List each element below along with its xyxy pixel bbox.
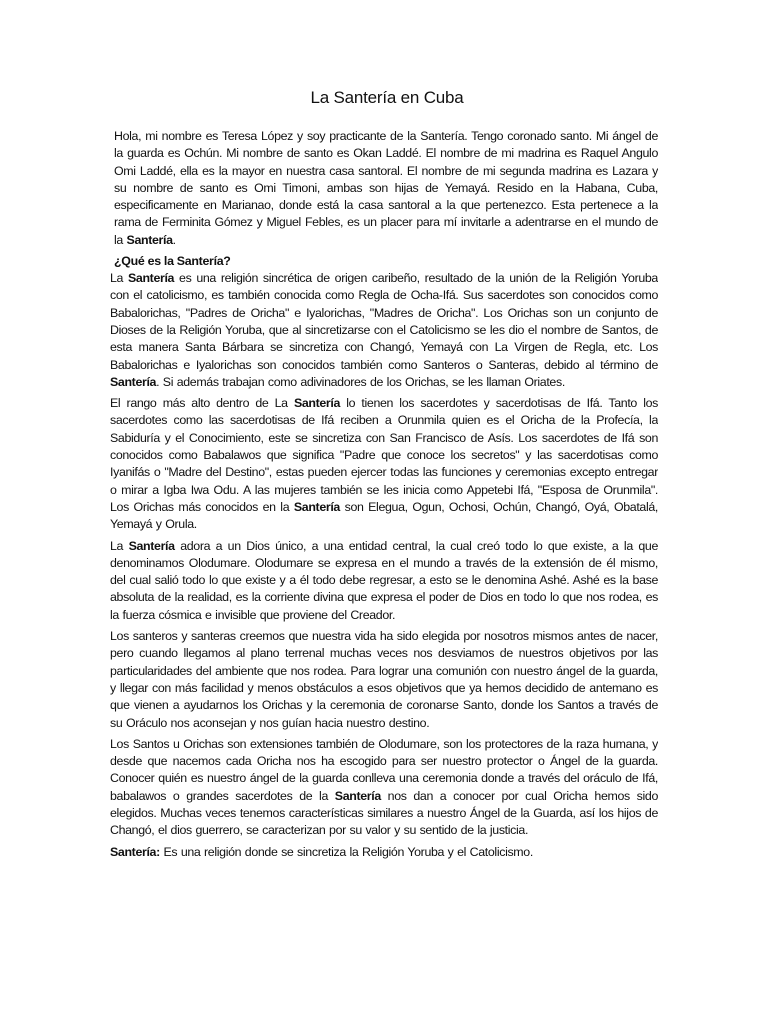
definition-text: Es una religión donde se sincretiza la Religión Yoruba y el Catolicismo. xyxy=(159,844,533,859)
paragraph-3 xyxy=(110,538,658,624)
document-page xyxy=(110,88,658,1008)
page-title: La Santería en Cuba xyxy=(310,88,464,107)
definition-line xyxy=(110,844,658,861)
paragraph-text: La xyxy=(110,538,129,553)
intro-text-end: . xyxy=(172,232,176,247)
paragraph-text: son Elegua, Ogun, Ochosi, Ochún, Changó, Oyá, Obatalá, Yemayá y Orula. xyxy=(110,499,658,532)
keyword-santeria: Santería xyxy=(126,232,173,247)
paragraph-text: La xyxy=(110,271,128,286)
paragraph-5 xyxy=(110,736,658,840)
paragraph-2 xyxy=(110,395,658,533)
intro-text: Hola, mi nombre es Teresa López y soy practicante de la Santería. Tengo coronado santo. Mi ángel de la guarda es Ochún. Mi nombre de santo es Okan Laddé. El nombre de mi madrina es Raquel Angulo Omi Laddé, ella es la mayor en nuestra casa santoral. El nombre de mi segunda madrina es Lazara y su nombre de santo es Omi Timoni, ambas son hijas de Yemayá. Resido en la Habana, Cuba, especificamente en Marianao, donde está la casa santoral a la que pertenezco. Esta pertenece a la rama de Ferminita Gómez y Miguel Febles, es un placer para mí invitarle a adentrarse en el mundo de la xyxy=(114,129,658,247)
keyword-santeria: Santería xyxy=(293,396,341,411)
paragraph-text: nos dan a conocer por cual Oricha hemos sido elegidos. Muchas veces tenemos características similares a nuestro Ángel de la Guarda, así los hijos de Changó, el dios guerrero, se caracterizan por su valor y su sentido de la justicia. xyxy=(110,788,658,838)
section-heading: ¿Qué es la Santería? xyxy=(114,254,231,269)
definition-term: Santería: xyxy=(110,844,160,859)
paragraph-text: lo tienen los sacerdotes y sacerdotisas de Ifá. Tanto los sacerdotes como las sacerdotisas de Ifá reciben a Orunmila quien es el Oricha de la Profecía, la Sabiduría y el Conocimiento, este se sincretiza con San Francisco de Asís. Los sacerdotes de Ifá son conocidos como Babalawos que significa "Padre que conoce los secretos" y las sacerdotisas como Iyanifás o "Madre del Destino", estas pueden ejercer todas las funciones y ceremonias excepto entregar o mirar a Igba Iwa Odu. A las mujeres también se les inicia como Appetebi Ifá, "Esposa de Orunmila". Los Orichas más conocidos en la xyxy=(110,396,658,514)
keyword-santeria: Santería xyxy=(293,499,340,514)
keyword-santeria: Santería xyxy=(110,374,157,389)
keyword-santeria: Santería xyxy=(334,788,381,803)
paragraph-text: adora a un Dios único, a una entidad central, la cual creó todo lo que existe, a la que denominamos Olodumare. Olodumare se expresa en el mundo a través de la extensión de él mismo, del cual salió todo lo que existe y a él todo debe regresar, a esto se le denomina Ashé. Ashé es la base absoluta de la realidad, es la corriente divina que expresa el poder de Dios en todo lo que nos rodea, es la fuerza cósmica e invisible que proviene del Creador. xyxy=(110,538,658,622)
paragraph-text: Los Santos u Orichas son extensiones también de Olodumare, son los protectores de la raza humana, y desde que nacemos cada Oricha nos ha escogido para ser nuestro protector o Ángel de la guarda. Conocer quién es nuestro ángel de la guarda conlleva una ceremonia donde a través del oráculo de Ifá, babalawos o grandes sacerdotes de la xyxy=(110,736,658,803)
keyword-santeria: Santería xyxy=(128,538,175,553)
paragraph-4: Los santeros y santeras creemos que nuestra vida ha sido elegida por nosotros mismos antes de nacer, pero cuando llegamos al plano terrenal muchas veces nos desviamos de nuestros objetivos por las particularidades del ambiente que nos rodea. Para lograr una comunión con nuestro ángel de la guarda, y llegar con más facilidad y menos obstáculos a esos objetivos que ya hemos decidido de antemano es que vienen a ayudarnos los Orichas y la ceremonia de coronarse Santo, donde los Santos a través de su Oráculo nos aconsejan y nos guían hacia nuestro destino. xyxy=(110,629,658,730)
paragraph-1 xyxy=(110,270,658,391)
intro-paragraph xyxy=(110,128,658,249)
paragraph-text: . Si además trabajan como adivinadores de los Orichas, se les llaman Oriates. xyxy=(156,374,565,389)
paragraph-text: El rango más alto dentro de La xyxy=(110,396,294,411)
paragraph-text: es una religión sincrética de origen caribeño, resultado de la unión de la Religión Yoruba con el catolicismo, es también conocida como Regla de Ocha-Ifá. Sus sacerdotes son conocidos como Babalorichas, "Padres de Oricha" e Iyalorichas, "Madres de Oricha". Los Orichas son un conjunto de Dioses de la Religión Yoruba, que al sincretizarse con el Catolicismo se les dio el nombre de Santos, de esta manera Santa Bárbara se sincretiza con Changó, Yemayá con La Virgen de Regla, etc. Los Babalorichas e Iyalorichas son conocidos también como Santeros o Santeras, debido al término de xyxy=(110,271,658,372)
keyword-santeria: Santería xyxy=(128,271,175,286)
